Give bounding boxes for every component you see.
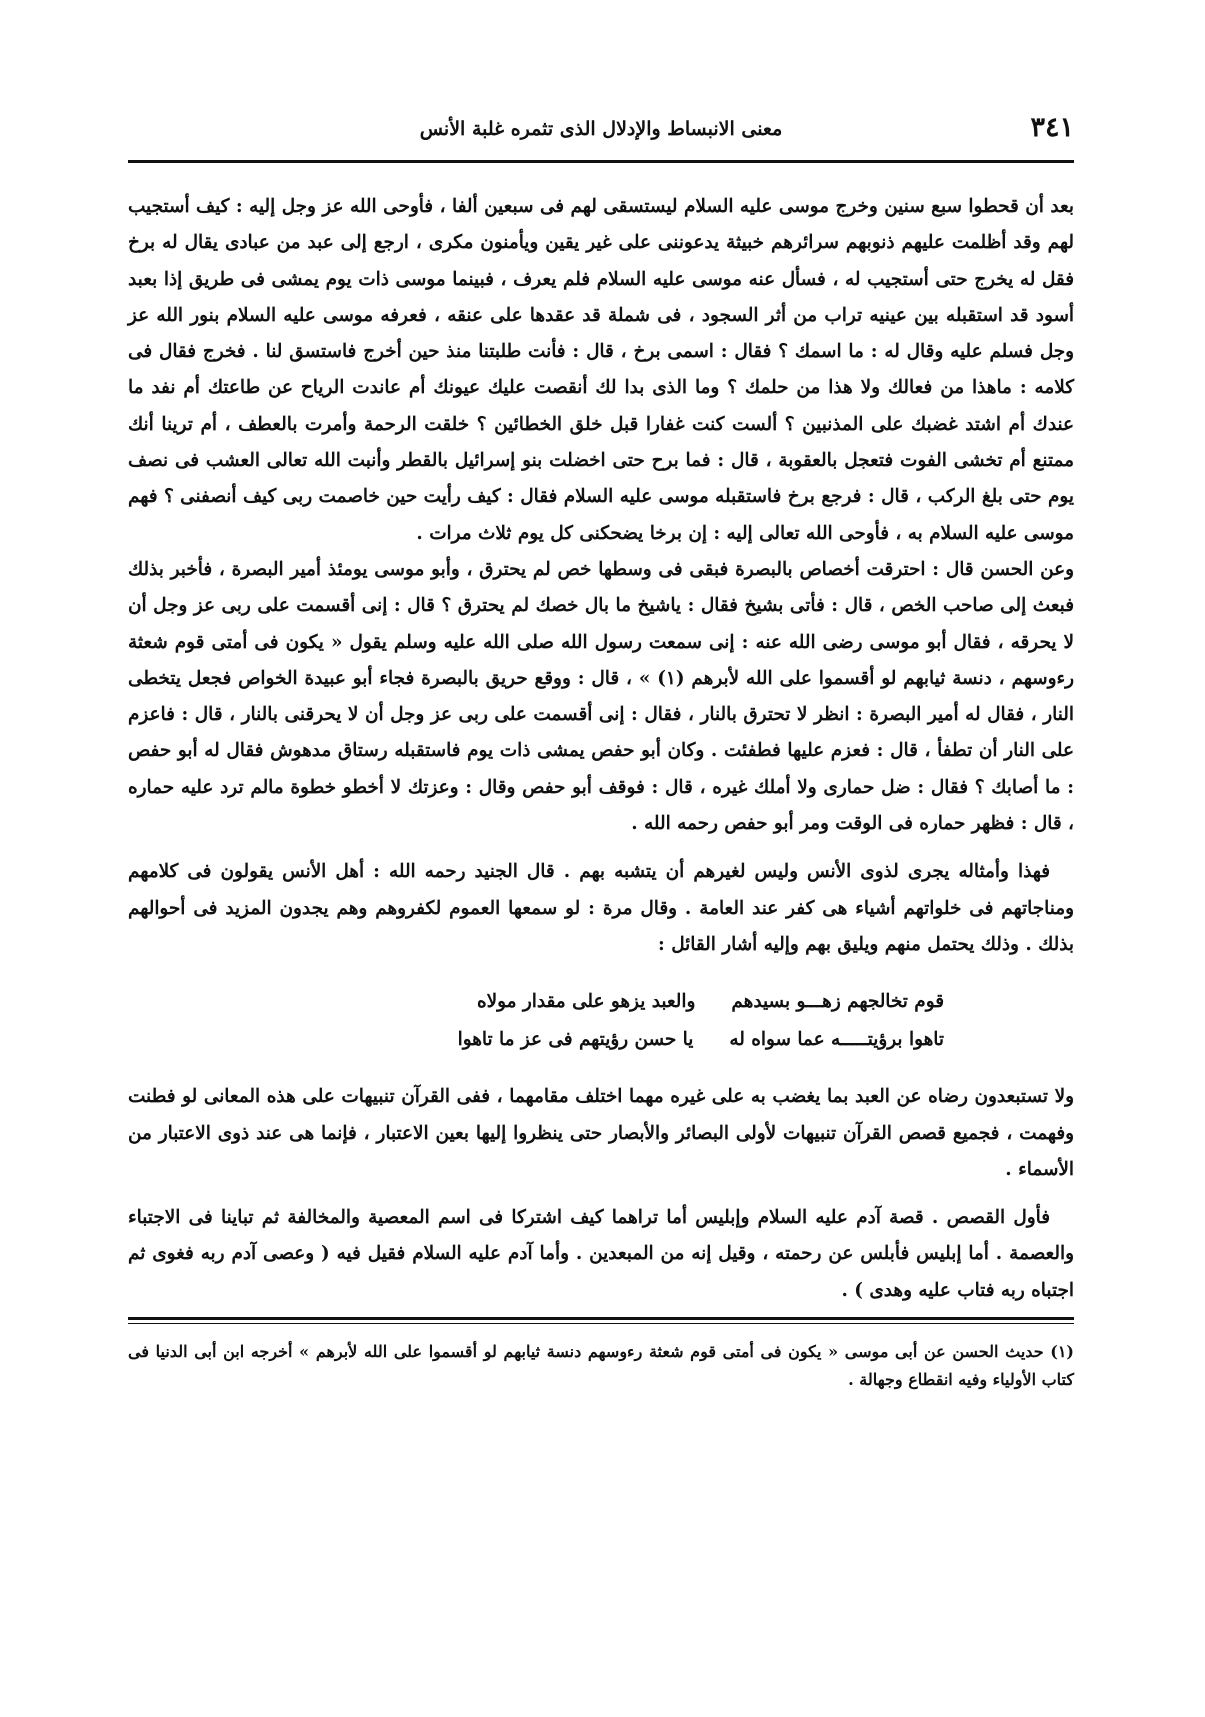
verse-second-hemistich: والعبد يزهو على مقدار مولاه — [476, 991, 696, 1013]
main-text — [128, 189, 1074, 1309]
paragraph-hasan-fire: وعن الحسن قال : احترقت أخصاص بالبصرة فبقى فى وسطها خص لم يحترق ، وأبو موسى يومئذ أمير البصرة ، فأخبر بذلك فبعث إلى صاحب الخص ، قال : فأتى بشيخ فقال : ياشيخ ما بال خصك لم يحترق ؟ قال : إنى أقسمت على ربى عز وجل أن لا يحرقه ، فقال أبو موسى رضى الله عنه : إنى سمعت رسول الله صلى الله عليه وسلم يقول « يكون فى أمتى قوم شعثة رءوسهم ، دنسة ثيابهم لو أقسموا على الله لأبرهم (١) » ، قال : ووقع حريق بالبصرة فجاء أبو عبيدة الخواص فجعل يتخطى النار ، فقال له أمير البصرة : انظر لا تحترق بالنار ، فقال : إنى أقسمت على ربى عز وجل أن لا يحرقنى بالنار ، قال : فاعزم على النار أن تطفأ ، قال : فعزم عليها فطفئت . وكان أبو حفص يمشى ذات يوم فاستقبله رستاق مدهوش فقال له أبو حفص : ما أصابك ؟ فقال : ضل حمارى ولا أملك غيره ، قال : فوقف أبو حفص وقال : وعزتك لا أخطو خطوة مالم ترد عليه حماره ، قال : فظهر حماره فى الوقت ومر أبو حفص رحمه الله . — [128, 558, 1074, 835]
page — [128, 112, 1074, 1394]
verse-first-hemistich: قوم تخالجهم زهـــو بسيدهم — [731, 991, 944, 1013]
header-rule — [128, 160, 1074, 163]
verse-first-hemistich: تاهوا برؤيتـــــه عما سواه له — [729, 1029, 944, 1051]
footnote: (١) حديث الحسن عن أبى موسى « يكون فى أمتى قوم شعثة رءوسهم دنسة ثيابهم لو أقسموا على الله لأبرهم » أخرجه ابن أبى الدنيا فى كتاب الأولياء وفيه انقطاع وجهالة . — [128, 1342, 1074, 1390]
footnote-rule-thin — [128, 1323, 1074, 1324]
page-number: ٣٤١ — [1030, 112, 1074, 143]
poem-verse — [128, 1021, 944, 1059]
paragraph-quran-lessons: ولا تستبعدون رضاه عن العبد بما يغضب به على غيره مهما اختلف مقامهما ، ففى القرآن تنبيهات على هذه المعانى لو فطنت وفهمت ، فجميع قصص القرآن تنبيهات لأولى البصائر والأبصار حتى ينظروا إليها بعين الاعتبار ، فإنما هى عند ذوى الاعتبار من الأسماء . — [128, 1086, 1074, 1180]
paragraph-adam-iblis: فأول القصص . قصة آدم عليه السلام وإبليس أما تراهما كيف اشتركا فى اسم المعصية والمخالفة ثم تباينا فى الاجتباء والعصمة . أما إبليس فأبلس عن رحمته ، وقيل إنه من المبعدين . وأما آدم عليه السلام فقيل فيه ( وعصى آدم ربه فغوى ثم اجتباه ربه فتاب عليه وهدى ) . — [128, 1207, 1074, 1301]
page-header — [128, 112, 1074, 156]
verse-second-hemistich: يا حسن رؤيتهم فى عز ما تاهوا — [457, 1029, 694, 1051]
paragraph-junayd: فهذا وأمثاله يجرى لذوى الأنس وليس لغيرهم أن يتشبه بهم . قال الجنيد رحمه الله : أهل الأنس يقولون فى كلامهم ومناجاتهم فى خلواتهم أشياء هى كفر عند العامة . وقال مرة : لو سمعها العموم لكفروهم وهم يجدون المزيد فى أحوالهم بذلك . وذلك يحتمل منهم ويليق بهم وإليه أشار القائل : — [128, 861, 1074, 955]
paragraph-barkh-story: بعد أن قحطوا سبع سنين وخرج موسى عليه السلام ليستسقى لهم فى سبعين ألفا ، فأوحى الله عز وجل إليه : كيف أستجيب لهم وقد أظلمت عليهم ذنوبهم سرائرهم خبيثة يدعوننى على غير يقين ويأمنون مكرى ، ارجع إلى عبد من عبادى يقال له برخ فقل له يخرج حتى أستجيب له ، فسأل عنه موسى عليه السلام فلم يعرف ، فبينما موسى ذات يوم يمشى فى طريق إذا بعبد أسود قد استقبله بين عينيه تراب من أثر السجود ، فى شملة قد عقدها على عنقه ، فعرفه موسى عليه السلام بنور الله عز وجل فسلم عليه وقال له : ما اسمك ؟ فقال : اسمى برخ ، قال : فأنت طلبتنا منذ حين أخرج فاستسق لنا . فخرج فقال فى كلامه : ماهذا من فعالك ولا هذا من حلمك ؟ وما الذى بدا لك أنقصت عليك عيونك أم عاندت الرياح عن طاعتك أم نفد ما عندك أم اشتد غضبك على المذنبين ؟ ألست كنت غفارا قبل خلق الخطائين ؟ خلقت الرحمة وأمرت بالعطف ، أم ترينا أنك ممتنع أم تخشى الفوت فتعجل بالعقوبة ، قال : فما برح حتى اخضلت بنو إسرائيل بالقطر وأنبت الله تعالى العشب فى نصف يوم حتى بلغ الركب ، قال : فرجع برخ فاستقبله موسى عليه السلام فقال : كيف رأيت حين خاصمت ربى كيف أنصفنى ؟ فهم موسى عليه السلام به ، فأوحى الله تعالى إليه : إن برخا يضحكنى كل يوم ثلاث مرات . — [128, 196, 1074, 544]
poem-verse — [128, 983, 944, 1021]
footnote-rule — [128, 1317, 1074, 1320]
running-title: معنى الانبساط والإدلال الذى تثمره غلبة الأنس — [419, 118, 783, 140]
poem — [128, 983, 1074, 1059]
